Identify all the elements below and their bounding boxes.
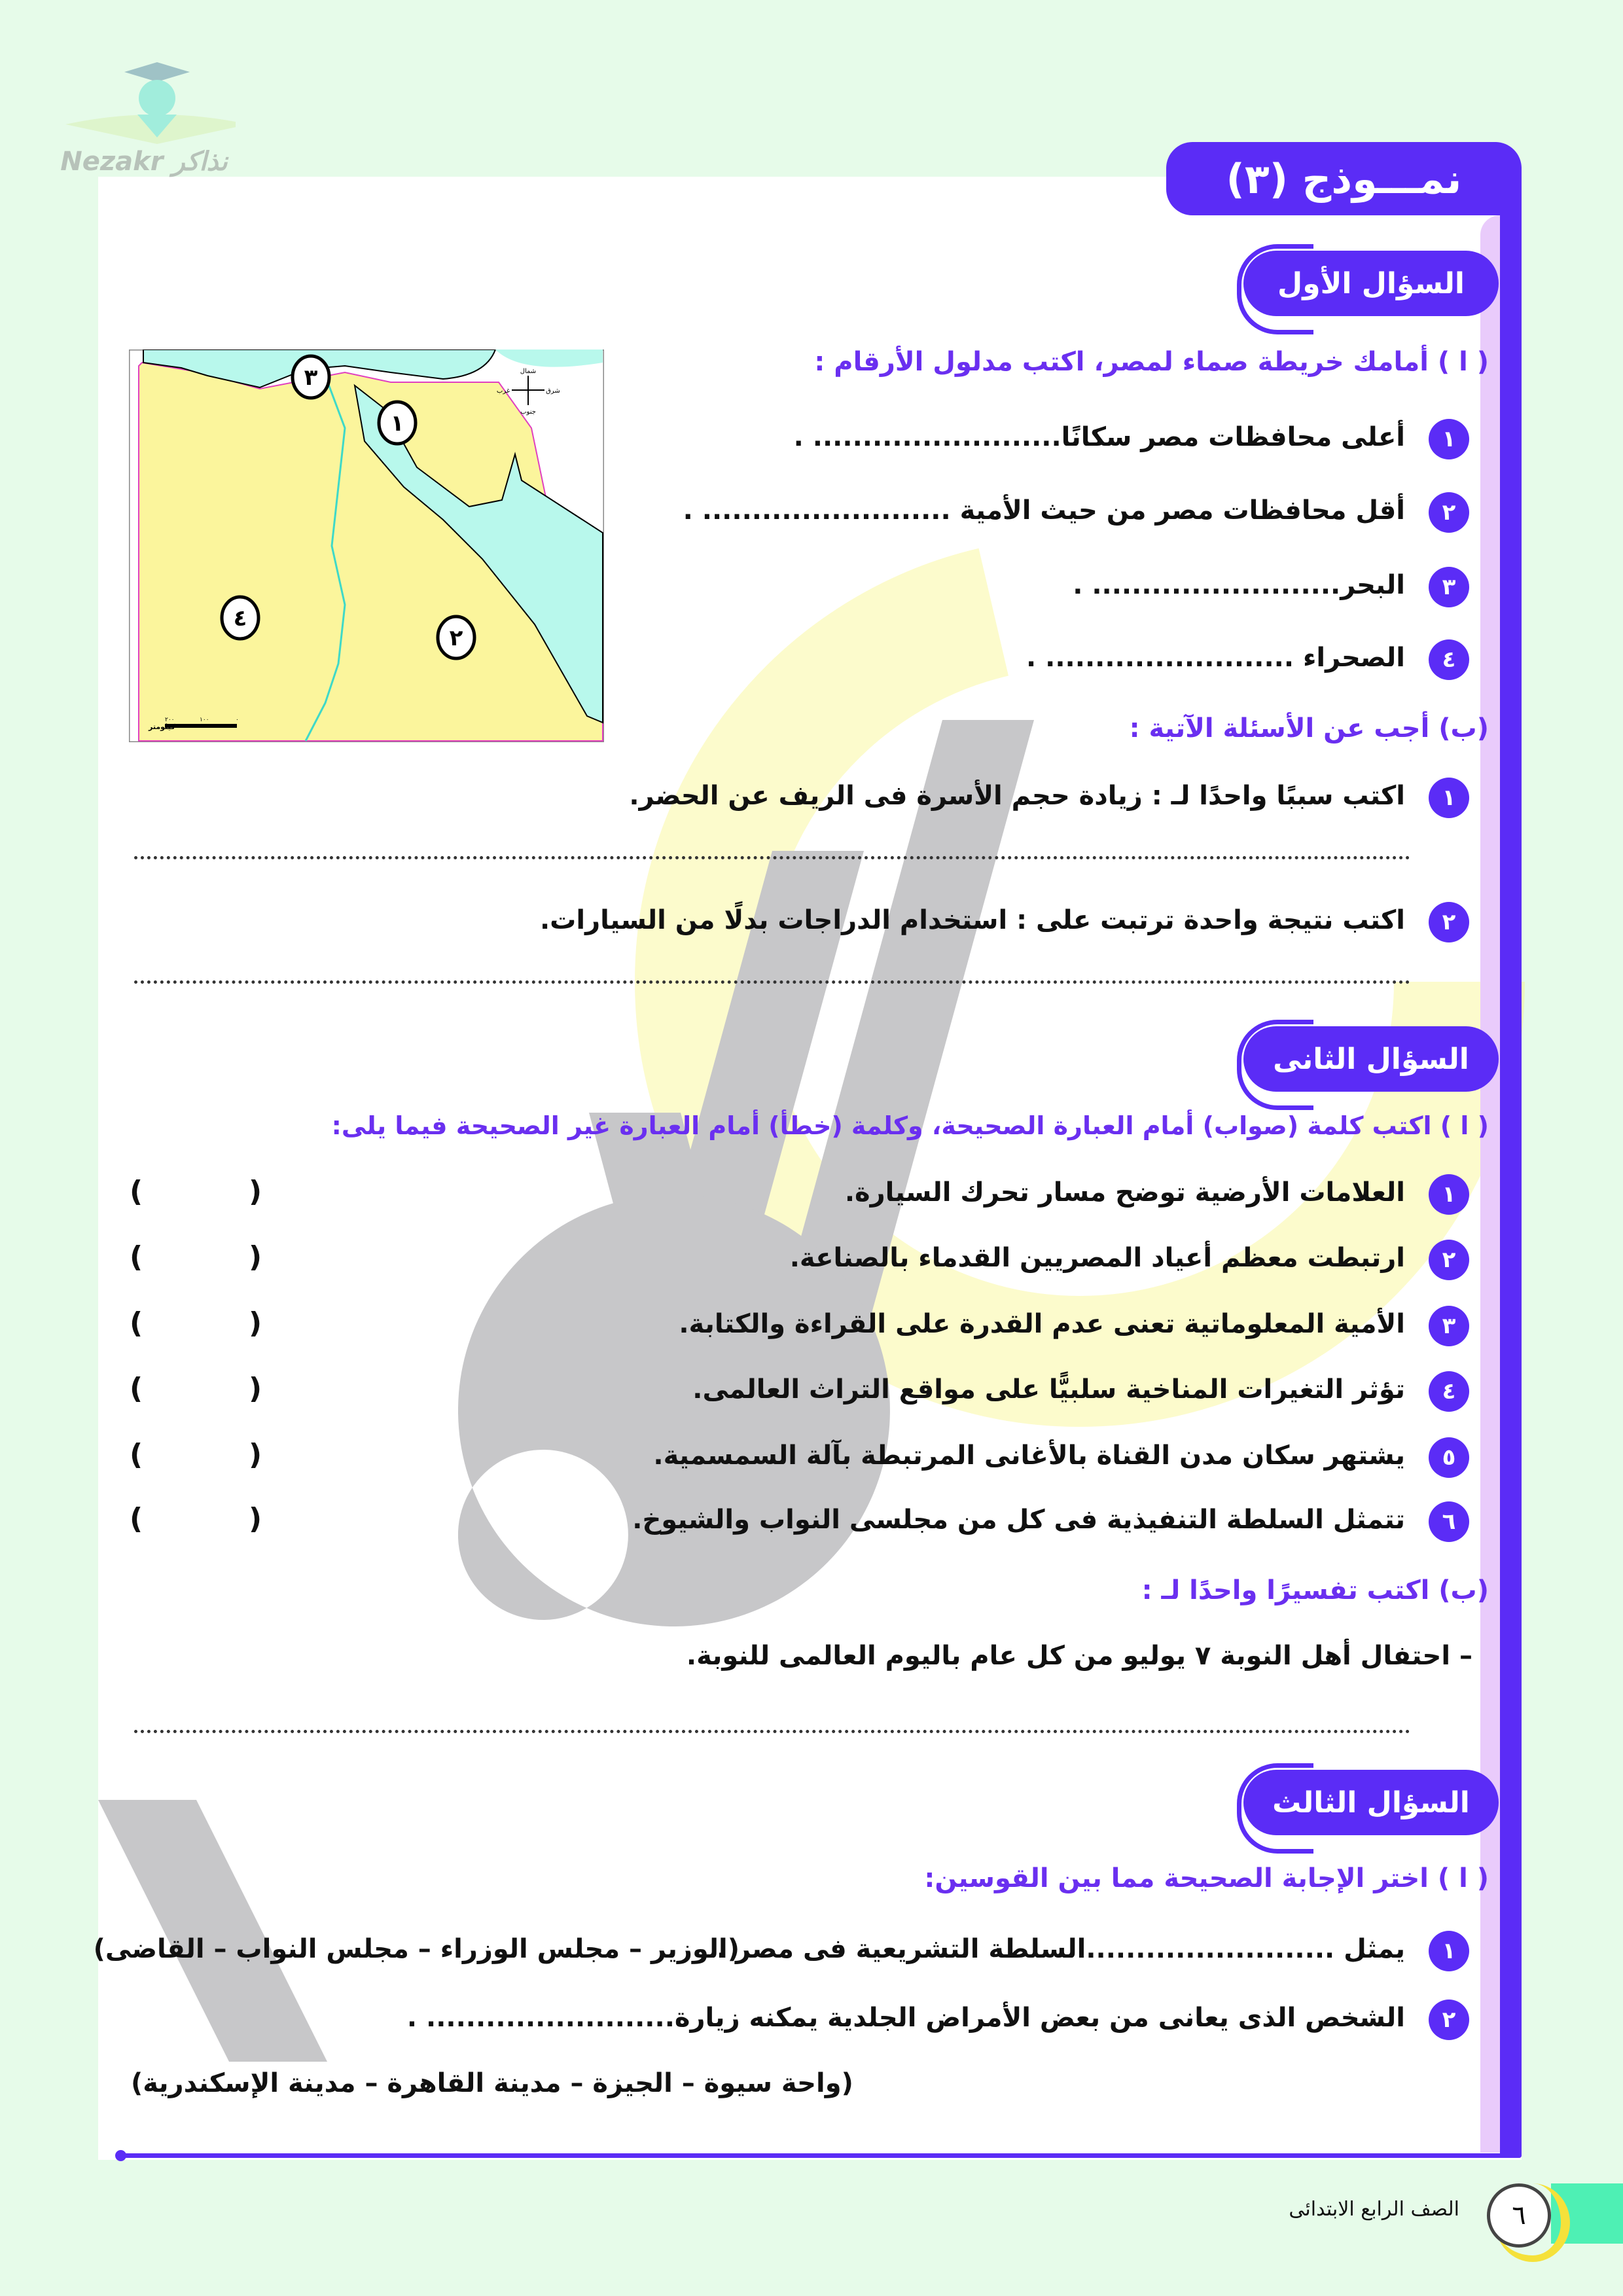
q2-item-4: تؤثر التغيرات المناخية سلبيًّا على مواقع التراث العالمى. [692,1374,1405,1405]
map-scale-unit: كيلومتر [149,723,175,731]
item-number: ٢ [1429,492,1469,533]
q2-item-3: الأمية المعلوماتية تعنى عدم القدرة على القراءة والكتابة. [679,1309,1405,1339]
map-scale-tick: ٢٠٠ [165,717,175,723]
q1-b-label: (ب) أجب عن الأسئلة الآتية : [1129,713,1489,744]
q1-b-item-1: اكتب سببًا واحدًا لـ : زيادة حجم الأسرة فى الريف عن الحضر. [629,781,1405,811]
q2-item-2: ارتبطت معظم أعياد المصريين القدماء بالصناعة. [789,1243,1405,1273]
compass-south: جنوب [520,408,536,416]
compass-west: غرب [496,387,510,395]
q2-item-6: تتمثل السلطة التنفيذية فى كل من مجلسى النواب والشيوخ. [632,1505,1405,1535]
q2-item-1: العلامات الأرضية توضح مسار تحرك السيارة. [844,1177,1405,1208]
q2-b-text: – احتفال أهل النوبة ٧ يوليو من كل عام باليوم العالمى للنوبة. [686,1641,1472,1671]
egypt-blank-map [129,350,604,742]
q1-item-2: أقل محافظات مصر من حيث الأمية ......................... . [683,495,1405,526]
q3-item-2: الشخص الذى يعانى من بعض الأمراض الجلدية يمكنه زيارة......................... . [406,2003,1405,2033]
page-number: ٦ [1487,2183,1551,2248]
answer-paren-left: ( [130,1372,143,1405]
right-frame-bar [1500,196,1522,2156]
section-header-q3: السؤال الثالث [1243,1770,1499,1835]
map-scale-bar [165,724,237,728]
answer-line[interactable] [134,1730,1410,1733]
section-header-q2: السؤال الثانى [1243,1026,1499,1092]
q1-item-3: البحر......................... . [1073,570,1405,600]
q1-b-item-2: اكتب نتيجة واحدة ترتبت على : استخدام الدراجات بدلًا من السيارات. [539,905,1405,935]
item-number: ٤ [1429,1371,1469,1412]
q2-item-5: يشتهر سكان مدن القناة بالأغانى المرتبطة بآلة السمسمية. [653,1441,1405,1471]
item-number: ٢ [1429,902,1469,942]
item-number: ٢ [1429,2000,1469,2040]
bottom-frame-dot [115,2150,126,2161]
q2-b-label: (ب) اكتب تفسيرًا واحدًا لـ : [1141,1575,1489,1605]
logo-text: Nezakr نذاكر [60,147,228,177]
q3-item-2-choices: (واحة سيوة – الجيزة – مدينة القاهرة – مدينة الإسكندرية) [131,2068,853,2098]
grade-label: الصف الرابع الابتدائى [1289,2198,1459,2221]
q1-item-4: الصحراء ......................... . [1026,643,1405,673]
item-number: ٢ [1429,1240,1469,1280]
map-scale-tick: ٠ [236,717,239,723]
q3-a-label: ( ا ) اختر الإجابة الصحيحة مما بين القوسين: [924,1863,1489,1893]
answer-paren-right: ) [249,1502,262,1535]
answer-line[interactable] [134,856,1410,859]
item-number: ٦ [1429,1501,1469,1542]
map-label-4: ٤ [233,605,247,632]
map-scale-tick: ١٠٠ [200,717,209,723]
answer-paren-right: ) [249,1175,262,1208]
q3-item-1: يمثل .........................السلطة التشريعية فى مصر . [716,1934,1405,1964]
item-number: ٣ [1429,1306,1469,1346]
answer-line[interactable] [134,980,1410,984]
right-frame-inner [1480,215,1500,2153]
q2-a-label: ( ا ) اكتب كلمة (صواب) أمام العبارة الصحيحة، وكلمة (خطأ) أمام العبارة غير الصحيحة فيما يلى: [331,1111,1489,1140]
q1-item-1: أعلى محافظات مصر سكانًا......................... . [793,422,1405,452]
answer-paren-left: ( [130,1175,143,1208]
section-header-q1: السؤال الأول [1243,251,1499,316]
map-label-1: ١ [390,410,404,437]
answer-paren-left: ( [130,1240,143,1274]
item-number: ٤ [1429,639,1469,680]
answer-paren-left: ( [130,1438,143,1471]
answer-paren-right: ) [249,1240,262,1274]
map-label-2: ٢ [449,625,463,651]
item-number: ١ [1429,419,1469,459]
answer-paren-right: ) [249,1372,262,1405]
compass-east: شرق [546,387,560,395]
answer-paren-left: ( [130,1306,143,1340]
q3-item-1-choices: (الوزير – مجلس الوزراء – مجلس النواب – القاضى) [93,1934,740,1964]
nezakr-logo [52,52,236,183]
bottom-frame-line [120,2153,1522,2158]
item-number: ١ [1429,1174,1469,1215]
map-label-3: ٣ [304,365,318,391]
graduate-book-icon [52,52,236,144]
answer-paren-right: ) [249,1438,262,1471]
answer-paren-left: ( [130,1502,143,1535]
page-title: نمـــوذج (٣) [1166,142,1522,215]
compass-north: شمال [520,368,537,375]
item-number: ٣ [1429,567,1469,607]
item-number: ١ [1429,778,1469,818]
item-number: ٥ [1429,1437,1469,1478]
answer-paren-right: ) [249,1306,262,1340]
item-number: ١ [1429,1931,1469,1971]
q1-a-label: ( ا ) أمامك خريطة صماء لمصر، اكتب مدلول الأرقام : [814,347,1489,377]
